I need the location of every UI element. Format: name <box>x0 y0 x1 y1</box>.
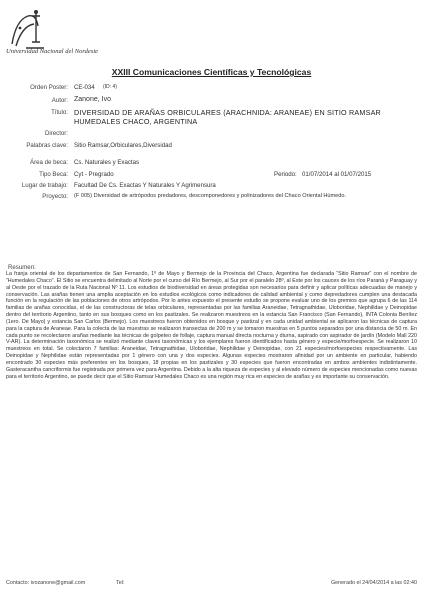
area-beca-label: Área de beca: <box>30 159 68 166</box>
lugar-trabajo-label: Lugar de trabajo: <box>21 182 68 189</box>
resumen-label: Resumen: <box>8 264 36 271</box>
proyecto-label: Proyecto: <box>42 193 68 200</box>
autor-value: Zanone, Ivo <box>74 96 111 103</box>
director-label: Director: <box>44 130 68 137</box>
autor-label: Autor: <box>51 97 68 104</box>
palabras-clave-value: Sitio Ramsar,Orbiculares,Diversidad <box>74 142 172 149</box>
lugar-trabajo-value: Facultad De Cs. Exactas Y Naturales Y Agrimensura <box>74 182 216 189</box>
periodo-label: Periodo: <box>274 171 297 178</box>
area-beca-value: Cs. Naturales y Exactas <box>74 159 140 166</box>
palabras-clave-label: Palabras clave: <box>26 142 68 149</box>
titulo-value: DIVERSIDAD DE ARAÑAS ORBICULARES (ARACHNIDA: ARANEAE) EN SITIO RAMSAR HUMEDALES CHACO, ARGENTINA <box>74 108 381 126</box>
generated-date: Generado el 24/04/2014 a las 02:40 <box>330 580 417 586</box>
titulo-label: Título: <box>51 109 68 116</box>
orden-poster-value: CE-034 <box>74 84 95 91</box>
tipo-beca-value: Cyt - Pregrado <box>74 171 114 178</box>
orden-poster-id: (ID: 4) <box>103 84 117 90</box>
abstract-text: La franja oriental de los departamentos de San Fernando, 1º de Mayo y Bermejo de la Provincia del Chaco, Argentina fue declarada “Sitio Ramsar” con el nombre de “Humedales Chaco”. El Sitio se encuentra delimitado al Norte por el curso del Río Bermejo, al Sur por el paralelo 28º, al Este por los cauces de los ríos Paraná y Paraguay y al Oeste por el trazado de la Ruta Nacional Nº 11. Los estudios de biodiversidad en áreas protegidas son necesarios para definir y aplicar políticas adecuadas de manejo y conservación. Las arañas tienen una amplia aceptación en los estudios ecológicos como indicadores de calidad ambiental y como depredadores cumplen una destacada función en la regulación de las poblaciones de otros artrópodos. Por lo antes expuesto el presente estudio se propone evaluar uno de los gremios que agrupa 6 de las 114 familias de arañas conocidas, el de las constructoras de telas orbiculares, representadas por las familias Araneidae, Tetragnathidae, Uloboridae, Nephilidae y Deinopidae dentro del territorio Argentino, tanto en sus bosques como en los pastizales. Se realizaron muestreos en la estancia San Francisco (San Fernando), INTA Colonia Benítez (1ero. De Mayo) y estancia San Carlos (Bermejo). Los muestreos fueron obtenidos en bosque y pastizal y en cada unidad ambiental se aplicaron las técnicas de captura para la captura de Araneae. Para la colecta de las muestras se realizaron transectas de 200 m y se tomaron muestras en 5 puntos separados por una distancia de 50 m. En cada punto se recolectaron arañas mediante las técnicas de golpeteo de follaje, captura manual directa nocturna y diurna, aspirado con aspirador de jardín (Modelo Mall 220 V-AR). La determinación taxonómica se realizó mediante claves taxonómicas y los ejemplares fueron identificados hasta género y especie/morfoespecie. Se realizaron 10 muestreos en total. Se colectaron 7 familias: Araneidae, Tetragnathidae, Uloboridae, Nephilidae y Deinopidae, con 21 especies/morfoespecies respectivamente. Las Deinopidae y Nephilidae están representadas por 1 género con una y dos especies. Algunas especies mostraron afinidad por un ambiente en particular, habiendo encontrado 30 especies más preferentes en los bosques, 18 propias en los pastizales y 30 especies que fueron encontradas en ambos ambientes indistintamente. Gasteracantha cancriformis fue registrada por primera vez para Argentina. Debido a la alta riqueza de especies y al elevado número de especies mencionadas como nuevas para el territorio Argentino, se puede decir que el Sitio Ramsar Humedales Chaco es una región muy rica en especies de arañas y es importante su conservación. <box>6 271 417 380</box>
tipo-beca-label: Tipo Beca: <box>39 171 68 178</box>
periodo-value: 01/07/2014 al 01/07/2015 <box>302 171 372 178</box>
tel-label: Tel: <box>116 580 125 586</box>
orden-poster-label: Orden Poster: <box>30 84 68 91</box>
proyecto-value: (F 005) Diversidad de artrópodos predadores, descomponedores y polinizadores del Chaco Oriental Húmedo. <box>74 193 347 199</box>
conference-title: XXIII Comunicaciones Científicas y Tecnológicas <box>111 67 312 77</box>
university-name: Universidad Nacional del Nordeste <box>6 48 99 55</box>
contact-email: Contacto: ivozanone@gmail.com <box>6 580 86 586</box>
